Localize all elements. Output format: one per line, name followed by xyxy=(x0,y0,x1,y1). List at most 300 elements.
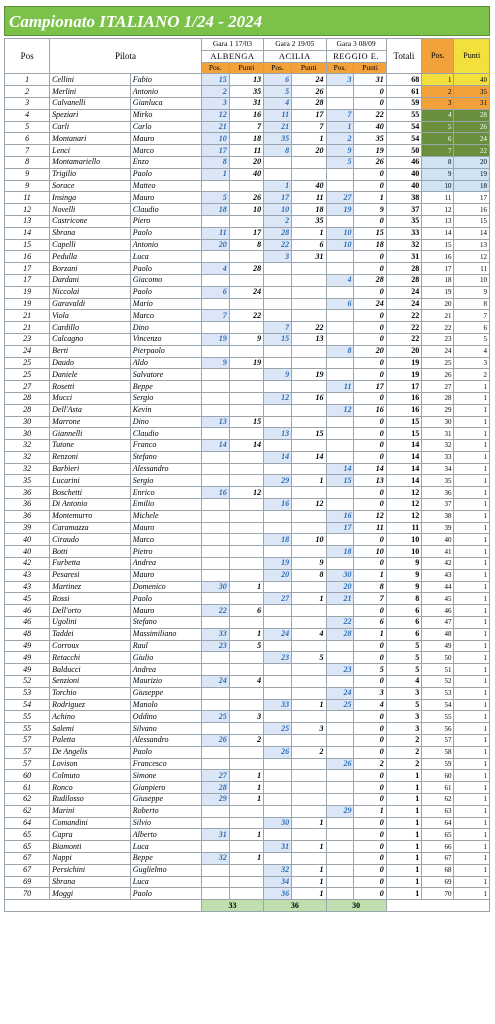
cell-g2-pos: 14 xyxy=(264,451,292,463)
cell-g1-punti xyxy=(229,593,263,605)
cell-final-punti: 18 xyxy=(454,180,490,192)
cell-g2-pos: 24 xyxy=(264,628,292,640)
cell-g3-punti: 0 xyxy=(354,676,386,688)
cell-g2-pos: 6 xyxy=(264,74,292,86)
cell-pos: 46 xyxy=(5,617,50,629)
cell-g3-punti: 0 xyxy=(354,451,386,463)
cell-g1-pos: 7 xyxy=(201,310,229,322)
cell-g1-punti: 10 xyxy=(229,204,263,216)
cell-final-punti: 26 xyxy=(454,121,490,133)
cell-g2-pos xyxy=(264,357,292,369)
table-row xyxy=(5,522,490,534)
cell-g1-pos xyxy=(201,534,229,546)
cell-pos: 14 xyxy=(5,227,50,239)
cell-pos: 17 xyxy=(5,274,50,286)
cell-g1-pos: 6 xyxy=(201,286,229,298)
cell-g2-punti: 1 xyxy=(292,817,326,829)
cell-final-pos: 10 xyxy=(422,180,454,192)
table-row xyxy=(5,499,490,511)
cell-final-pos: 15 xyxy=(422,239,454,251)
cell-pos: 21 xyxy=(5,322,50,334)
cell-g1-pos xyxy=(201,369,229,381)
cell-g2-punti: 5 xyxy=(292,652,326,664)
cell-pos: 40 xyxy=(5,546,50,558)
table-row xyxy=(5,805,490,817)
cell-totali: 40 xyxy=(386,180,421,192)
cell-g3-punti: 16 xyxy=(354,404,386,416)
cell-pos: 4 xyxy=(5,109,50,121)
cell-pos: 57 xyxy=(5,746,50,758)
cell-g2-pos: 10 xyxy=(264,204,292,216)
cell-surname: Paletta xyxy=(50,735,131,747)
cell-g1-punti xyxy=(229,534,263,546)
cell-surname: Torchio xyxy=(50,687,131,699)
cell-firstname: Silvano xyxy=(130,723,201,735)
cell-firstname: Matteo xyxy=(130,180,201,192)
cell-g3-pos: 1 xyxy=(326,121,354,133)
cell-g2-punti: 1 xyxy=(292,876,326,888)
table-row xyxy=(5,711,490,723)
cell-g3-pos: 26 xyxy=(326,758,354,770)
cell-g2-pos: 33 xyxy=(264,699,292,711)
cell-g3-punti: 2 xyxy=(354,758,386,770)
cell-firstname: Sergio xyxy=(130,392,201,404)
cell-g1-pos xyxy=(201,475,229,487)
cell-g2-punti xyxy=(292,605,326,617)
cell-totali: 24 xyxy=(386,298,421,310)
cell-totali: 1 xyxy=(386,805,421,817)
cell-firstname: Paolo xyxy=(130,746,201,758)
cell-g1-punti: 1 xyxy=(229,852,263,864)
table-row xyxy=(5,652,490,664)
table-row xyxy=(5,569,490,581)
cell-g2-pos: 36 xyxy=(264,888,292,900)
cell-pos: 25 xyxy=(5,369,50,381)
cell-final-pos: 24 xyxy=(422,345,454,357)
cell-final-punti: 14 xyxy=(454,227,490,239)
cell-pos: 8 xyxy=(5,156,50,168)
cell-g3-punti: 0 xyxy=(354,369,386,381)
cell-final-punti: 17 xyxy=(454,192,490,204)
cell-totali: 16 xyxy=(386,392,421,404)
cell-final-punti: 22 xyxy=(454,145,490,157)
cell-g1-punti: 5 xyxy=(229,640,263,652)
cell-final-punti: 1 xyxy=(454,841,490,853)
cell-g2-punti: 3 xyxy=(292,723,326,735)
cell-g1-pos: 13 xyxy=(201,416,229,428)
cell-final-pos: 11 xyxy=(422,192,454,204)
cell-totali: 12 xyxy=(386,499,421,511)
cell-final-pos: 43 xyxy=(422,569,454,581)
cell-g1-pos xyxy=(201,510,229,522)
cell-g1-pos xyxy=(201,428,229,440)
cell-g3-pos xyxy=(326,723,354,735)
cell-totali: 15 xyxy=(386,428,421,440)
cell-pos: 24 xyxy=(5,345,50,357)
cell-surname: Dardani xyxy=(50,274,131,286)
cell-totali: 3 xyxy=(386,711,421,723)
cell-g3-punti: 0 xyxy=(354,215,386,227)
cell-g3-punti: 0 xyxy=(354,263,386,275)
cell-g1-pos: 11 xyxy=(201,227,229,239)
cell-g3-pos xyxy=(326,451,354,463)
cell-totali: 15 xyxy=(386,416,421,428)
cell-surname: Novelli xyxy=(50,204,131,216)
cell-totali: 20 xyxy=(386,345,421,357)
cell-g2-punti xyxy=(292,274,326,286)
cell-totali: 35 xyxy=(386,215,421,227)
cell-g1-punti: 16 xyxy=(229,109,263,121)
cell-g3-punti: 0 xyxy=(354,746,386,758)
cell-g1-punti xyxy=(229,617,263,629)
cell-g2-punti: 1 xyxy=(292,133,326,145)
cell-pos: 69 xyxy=(5,876,50,888)
cell-g1-pos: 31 xyxy=(201,829,229,841)
cell-g2-pos xyxy=(264,168,292,180)
cell-g3-pos xyxy=(326,97,354,109)
cell-final-punti: 1 xyxy=(454,475,490,487)
cell-g2-punti: 13 xyxy=(292,333,326,345)
cell-g3-pos xyxy=(326,746,354,758)
cell-firstname: Beppe xyxy=(130,381,201,393)
cell-g2-punti xyxy=(292,463,326,475)
cell-totali: 6 xyxy=(386,605,421,617)
cell-firstname: Marco xyxy=(130,534,201,546)
cell-g2-pos xyxy=(264,770,292,782)
cell-totali: 2 xyxy=(386,735,421,747)
cell-final-punti: 13 xyxy=(454,239,490,251)
header-pilota: Pilota xyxy=(50,39,202,74)
cell-final-punti: 1 xyxy=(454,676,490,688)
cell-g3-punti: 0 xyxy=(354,322,386,334)
cell-final-punti: 6 xyxy=(454,322,490,334)
cell-surname: Dell'Asta xyxy=(50,404,131,416)
cell-g1-pos xyxy=(201,392,229,404)
header-final-punti: Punti xyxy=(454,39,490,74)
cell-g2-punti: 8 xyxy=(292,569,326,581)
cell-g1-pos: 9 xyxy=(201,357,229,369)
table-row xyxy=(5,345,490,357)
cell-g3-punti: 0 xyxy=(354,333,386,345)
cell-surname: Lenci xyxy=(50,145,131,157)
cell-surname: Achino xyxy=(50,711,131,723)
table-row xyxy=(5,841,490,853)
cell-totali: 3 xyxy=(386,687,421,699)
cell-final-pos: 6 xyxy=(422,133,454,145)
cell-final-punti: 1 xyxy=(454,805,490,817)
cell-g2-punti: 18 xyxy=(292,204,326,216)
cell-g2-pos: 22 xyxy=(264,239,292,251)
cell-g3-pos: 11 xyxy=(326,381,354,393)
table-row xyxy=(5,475,490,487)
cell-firstname: Dino xyxy=(130,322,201,334)
cell-surname: Di Antonio xyxy=(50,499,131,511)
cell-g1-punti: 1 xyxy=(229,770,263,782)
cell-g2-punti: 19 xyxy=(292,369,326,381)
cell-g2-pos: 32 xyxy=(264,864,292,876)
cell-surname: Calvanelli xyxy=(50,97,131,109)
cell-g3-pos: 20 xyxy=(326,581,354,593)
cell-pos: 40 xyxy=(5,534,50,546)
table-row xyxy=(5,593,490,605)
cell-firstname: Guglielmo xyxy=(130,864,201,876)
cell-firstname: Gianluca xyxy=(130,97,201,109)
cell-g2-pos xyxy=(264,581,292,593)
cell-g1-pos: 17 xyxy=(201,145,229,157)
cell-g2-punti: 31 xyxy=(292,251,326,263)
cell-final-pos: 29 xyxy=(422,404,454,416)
cell-g3-pos: 3 xyxy=(326,74,354,86)
cell-firstname: Sergio xyxy=(130,475,201,487)
header-gara3: Gara 3 08/09 xyxy=(326,39,386,51)
cell-totali: 19 xyxy=(386,369,421,381)
cell-final-pos: 57 xyxy=(422,735,454,747)
cell-pos: 67 xyxy=(5,864,50,876)
cell-g1-pos xyxy=(201,888,229,900)
table-row xyxy=(5,605,490,617)
cell-firstname: Francesco xyxy=(130,758,201,770)
cell-g2-pos xyxy=(264,381,292,393)
table-row xyxy=(5,864,490,876)
cell-g1-punti: 26 xyxy=(229,192,263,204)
table-row xyxy=(5,274,490,286)
cell-final-pos: 63 xyxy=(422,805,454,817)
cell-final-punti: 1 xyxy=(454,534,490,546)
cell-g1-punti: 1 xyxy=(229,794,263,806)
table-row xyxy=(5,735,490,747)
cell-g2-pos xyxy=(264,782,292,794)
cell-g2-punti: 6 xyxy=(292,239,326,251)
cell-surname: Comandini xyxy=(50,817,131,829)
cell-firstname: Franco xyxy=(130,440,201,452)
cell-surname: Ciraudo xyxy=(50,534,131,546)
cell-g2-pos: 11 xyxy=(264,109,292,121)
cell-g3-punti: 22 xyxy=(354,109,386,121)
cell-g2-pos xyxy=(264,605,292,617)
footer-row xyxy=(5,900,490,912)
cell-final-pos: 21 xyxy=(422,310,454,322)
cell-g2-pos: 26 xyxy=(264,746,292,758)
cell-surname: Salemi xyxy=(50,723,131,735)
cell-g1-pos: 30 xyxy=(201,581,229,593)
cell-g1-pos: 23 xyxy=(201,640,229,652)
cell-g2-punti: 1 xyxy=(292,699,326,711)
cell-final-pos: 30 xyxy=(422,416,454,428)
cell-g3-punti: 1 xyxy=(354,805,386,817)
cell-totali: 54 xyxy=(386,121,421,133)
cell-g1-pos xyxy=(201,569,229,581)
cell-g2-punti xyxy=(292,770,326,782)
cell-pos: 5 xyxy=(5,121,50,133)
cell-firstname: Claudio xyxy=(130,428,201,440)
cell-totali: 1 xyxy=(386,782,421,794)
cell-g2-punti xyxy=(292,510,326,522)
cell-firstname: Carlo xyxy=(130,121,201,133)
cell-g3-pos xyxy=(326,180,354,192)
cell-g3-pos: 23 xyxy=(326,664,354,676)
cell-g2-pos: 25 xyxy=(264,723,292,735)
cell-g2-pos: 19 xyxy=(264,558,292,570)
cell-surname: Montemurro xyxy=(50,510,131,522)
gara1-participants: 33 xyxy=(201,900,263,912)
cell-g1-punti: 1 xyxy=(229,628,263,640)
cell-pos: 49 xyxy=(5,652,50,664)
cell-totali: 1 xyxy=(386,817,421,829)
header-location-reggio: REGGIO E. xyxy=(326,50,386,62)
table-row xyxy=(5,192,490,204)
cell-g3-pos: 6 xyxy=(326,298,354,310)
cell-firstname: Domenico xyxy=(130,581,201,593)
cell-g3-pos: 18 xyxy=(326,546,354,558)
cell-g3-pos: 10 xyxy=(326,239,354,251)
cell-final-pos: 9 xyxy=(422,168,454,180)
cell-g2-punti: 4 xyxy=(292,628,326,640)
table-row xyxy=(5,121,490,133)
cell-g3-pos: 10 xyxy=(326,227,354,239)
cell-firstname: Andrea xyxy=(130,664,201,676)
cell-firstname: Gianpiero xyxy=(130,782,201,794)
cell-pos: 45 xyxy=(5,593,50,605)
table-row xyxy=(5,723,490,735)
table-row xyxy=(5,558,490,570)
cell-surname: Lovison xyxy=(50,758,131,770)
cell-g3-pos xyxy=(326,322,354,334)
cell-totali: 16 xyxy=(386,404,421,416)
cell-surname: Biamonti xyxy=(50,841,131,853)
cell-final-punti: 1 xyxy=(454,864,490,876)
cell-pos: 28 xyxy=(5,404,50,416)
cell-g2-punti xyxy=(292,581,326,593)
table-row xyxy=(5,463,490,475)
cell-pos: 35 xyxy=(5,475,50,487)
cell-final-pos: 38 xyxy=(422,510,454,522)
cell-g3-pos: 24 xyxy=(326,687,354,699)
cell-g2-punti: 1 xyxy=(292,475,326,487)
cell-firstname: Paolo xyxy=(130,593,201,605)
cell-firstname: Claudio xyxy=(130,204,201,216)
cell-g2-punti: 24 xyxy=(292,74,326,86)
cell-final-pos: 13 xyxy=(422,215,454,227)
cell-surname: Marini xyxy=(50,805,131,817)
cell-pos: 13 xyxy=(5,215,50,227)
cell-pos: 11 xyxy=(5,192,50,204)
cell-firstname: Giulio xyxy=(130,652,201,664)
cell-g3-pos xyxy=(326,251,354,263)
cell-pos: 43 xyxy=(5,581,50,593)
cell-pos: 53 xyxy=(5,687,50,699)
cell-totali: 17 xyxy=(386,381,421,393)
cell-g2-punti xyxy=(292,286,326,298)
cell-g1-pos: 32 xyxy=(201,852,229,864)
cell-final-pos: 60 xyxy=(422,770,454,782)
cell-surname: Castricone xyxy=(50,215,131,227)
table-row xyxy=(5,687,490,699)
cell-surname: Persichini xyxy=(50,864,131,876)
cell-firstname: Emilio xyxy=(130,499,201,511)
cell-final-punti: 20 xyxy=(454,156,490,168)
cell-firstname: Marco xyxy=(130,145,201,157)
cell-final-pos: 58 xyxy=(422,746,454,758)
cell-pos: 55 xyxy=(5,711,50,723)
cell-final-punti: 15 xyxy=(454,215,490,227)
cell-firstname: Beppe xyxy=(130,852,201,864)
table-row xyxy=(5,286,490,298)
cell-g1-pos xyxy=(201,687,229,699)
cell-totali: 40 xyxy=(386,168,421,180)
cell-g3-punti: 9 xyxy=(354,204,386,216)
cell-g3-punti: 0 xyxy=(354,794,386,806)
cell-g3-punti: 28 xyxy=(354,274,386,286)
cell-g2-pos xyxy=(264,758,292,770)
cell-final-pos: 28 xyxy=(422,392,454,404)
cell-g1-punti: 19 xyxy=(229,357,263,369)
cell-g3-pos xyxy=(326,392,354,404)
cell-g3-punti: 0 xyxy=(354,770,386,782)
cell-g3-punti: 8 xyxy=(354,581,386,593)
cell-final-punti: 2 xyxy=(454,369,490,381)
cell-g2-punti: 22 xyxy=(292,322,326,334)
table-row xyxy=(5,664,490,676)
cell-final-pos: 14 xyxy=(422,227,454,239)
cell-g3-pos: 5 xyxy=(326,156,354,168)
cell-g2-pos xyxy=(264,286,292,298)
cell-g3-punti: 7 xyxy=(354,593,386,605)
gara3-participants: 30 xyxy=(326,900,386,912)
cell-totali: 14 xyxy=(386,463,421,475)
cell-surname: Nappi xyxy=(50,852,131,864)
cell-g3-pos xyxy=(326,735,354,747)
cell-g1-punti xyxy=(229,463,263,475)
cell-g2-punti xyxy=(292,640,326,652)
cell-g2-punti: 35 xyxy=(292,215,326,227)
cell-totali: 1 xyxy=(386,888,421,900)
cell-totali: 55 xyxy=(386,109,421,121)
cell-totali: 12 xyxy=(386,510,421,522)
cell-firstname: Marco xyxy=(130,310,201,322)
cell-g2-punti: 2 xyxy=(292,746,326,758)
cell-final-punti: 9 xyxy=(454,286,490,298)
cell-surname: Cardillo xyxy=(50,322,131,334)
cell-final-punti: 1 xyxy=(454,605,490,617)
cell-g1-pos: 1 xyxy=(201,168,229,180)
cell-g1-punti: 13 xyxy=(229,74,263,86)
table-row xyxy=(5,369,490,381)
cell-g1-pos xyxy=(201,864,229,876)
cell-g1-punti xyxy=(229,404,263,416)
table-row xyxy=(5,546,490,558)
cell-g2-punti xyxy=(292,794,326,806)
cell-g1-punti xyxy=(229,841,263,853)
table-row xyxy=(5,381,490,393)
cell-surname: Senzioni xyxy=(50,676,131,688)
cell-pos: 1 xyxy=(5,74,50,86)
cell-totali: 9 xyxy=(386,581,421,593)
cell-g1-pos xyxy=(201,841,229,853)
table-row xyxy=(5,322,490,334)
cell-totali: 28 xyxy=(386,274,421,286)
cell-totali: 32 xyxy=(386,239,421,251)
cell-g3-pos xyxy=(326,876,354,888)
header-g2-punti: Punti xyxy=(292,62,326,74)
cell-surname: De Angelis xyxy=(50,746,131,758)
cell-g2-pos xyxy=(264,416,292,428)
cell-firstname: Pietro xyxy=(130,546,201,558)
cell-g2-pos xyxy=(264,274,292,286)
cell-totali: 37 xyxy=(386,204,421,216)
cell-g3-punti: 0 xyxy=(354,723,386,735)
cell-final-punti: 1 xyxy=(454,546,490,558)
cell-g3-pos xyxy=(326,499,354,511)
